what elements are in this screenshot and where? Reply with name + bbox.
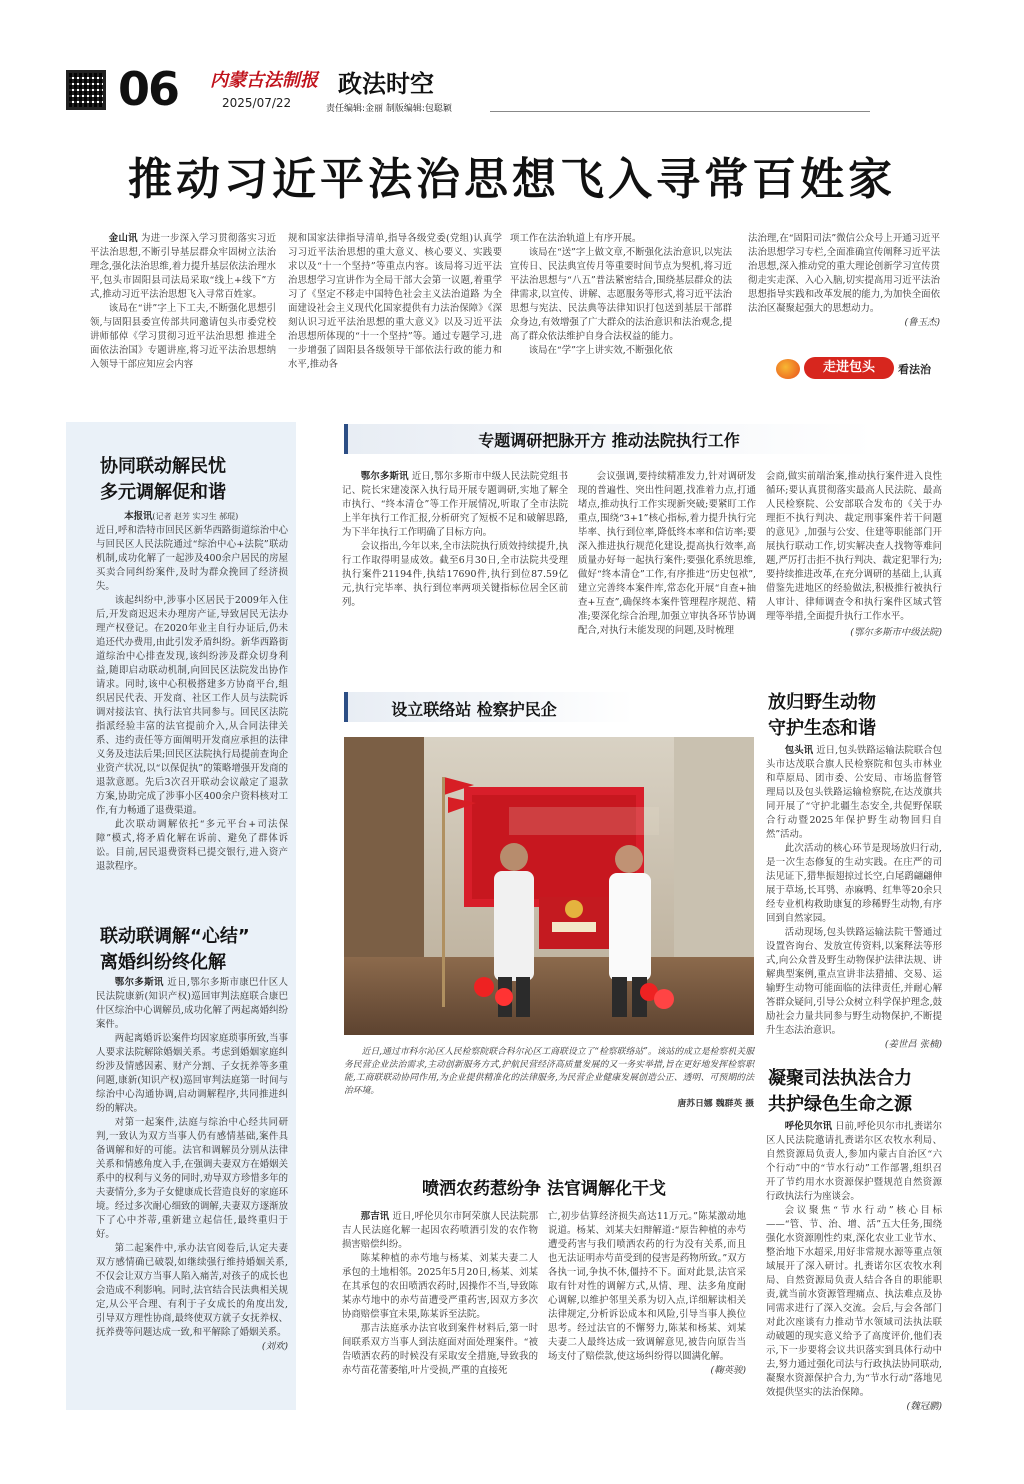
paragraph: 近日,鄂尔多斯市康巴什区人民法院康新(知识产权)巡回审判法庭联合康巴什区综治中心调解员,成功化解了两起离婚纠纷案件。 [96,977,288,1030]
paragraph: 此次活动的核心环节是现场放归行动,是一次生态修复的生动实践。在庄严的司法见证下,猎隼振翅掠过长空,白尾鹞翩翩伸展于草场,长耳鸮、赤麻鸭、红隼等20余只经专业机构救助康复的珍稀野生动物,有序回到自然家园。 [766,843,942,924]
lead-paragraph: 该局在“学”字上讲实效,不断强化依 [528,345,673,356]
article-title: 凝聚司法执法合力 共护绿色生命之源 [768,1068,912,1115]
photo-caption [344,1046,754,1111]
right-article-1-body [766,744,942,1052]
lead-paragraph: 规和国家法律指导清单,指导各级党委(党组)认真学习习近平法治思想的重大意义、核心要义、实践要求以及“十一个坚持”等重点内容。该局将习近平法治思想学习宣讲作为全局干部大会第一议题,着重学习了《坚定不移走中国特色社会主义法治道路 为全面建设社会主义现代化国家提供有力法治保障》《深刻认识习近平法治思想的重大意义》以及习近平法治思想所体现的“十一个坚持”等。通过专题学习,进一步增强了固阳县各级领导干部依法行政的能力和水平,推动各 [288,233,502,370]
qr-code-icon [66,70,106,110]
paragraph: 亡,初步估算经济损失高达11万元。”陈某激动地说道。杨某、刘某夫妇辩解道:“原告种植的赤芍遭受药害与我们喷洒农药的行为没有关系,而且也无法证明赤芍苗受到的侵害是药物所致。”双方各执一词,争执不休,僵持不下。面对此景,法官采取有针对性的调解方式,从情、理、法多角度耐心调解,以维护邻里关系为切入点,详细解读相关法律规定,分析诉讼成本和风险,引导当事人换位思考。经过法官的不懈努力,陈某和杨某、刘某夫妻二人最终达成一致调解意见,被告向原告当场支付了赔偿款,使这场纠纷得以圆满化解。 [548,1211,746,1362]
paragraph: 第二起案件中,承办法官阅卷后,认定夫妻双方感情确已破裂,如继续强行维持婚姻关系,不仅会让双方当事人陷入痛苦,对孩子的成长也会造成不利影响。同时,法官结合民法典相关规定,从公平合理、有利于子女成长的角度出发,引导双方理性协商,最终使双方就子女抚养权、抚养费等问题达成一致,和平解除了婚姻关系。 [96,1243,288,1338]
lead-article-col1 [90,232,276,372]
column-badge [776,355,941,383]
main-headline: 推动习近平法治思想飞入寻常百姓家 [128,154,896,205]
paragraph: 对第一起案件,法庭与综治中心经共同研判,一致认为双方当事人仍有感情基础,案件具备调解和好的可能。法官和调解员分别从法律关系和情感角度入手,在强调夫妻双方在婚姻关系中的权利与义务的同时,劝导双方珍惜多年的夫妻情分,多为子女健康成长营造良好的家庭环境。经过多次耐心细致的调解,夫妻双方逐渐放下了心中芥蒂,重新建立起信任,最终重归于好。 [96,1117,288,1240]
dateline: 那吉讯 [360,1211,390,1222]
paragraph: 近日,鄂尔多斯市中级人民法院党组书记、院长宋建凌深入执行局开展专题调研,实地了解全市执行、“终本清仓”等工作开展情况,听取了全市法院上半年执行工作汇报,分析研究了短板不足和破解思路,为下半年执行工作明确了目标方向。 [342,471,569,538]
dateline: 鄂尔多斯讯 [360,471,409,482]
paragraph: 会商,做实前端治案,推动执行案件进入良性循环;要认真贯彻落实最高人民法院、最高人民检察院、公安部联合发布的《关于办理拒不执行判决、裁定刑事案件若干问题的意见》,加强与公安、住建等职能部门开展执行联动工作,切实解决查人找物等难问题,严厉打击拒不执行判决、裁定犯罪行为;要持续推进改革,在充分调研的基础上,认真借鉴先进地区的经验做法,积极推行被执行人审计、律师调查令和执行案件区域式管理等举措,全面提升执行工作水平。 [766,471,942,622]
banner1-col3 [766,470,942,640]
paragraph: 近日,包头铁路运输法院联合包头市达茂联合旗人民检察院和包头市林业和草原局、团市委、公安局、市场监督管理局以及包头铁路运输检察院,在达茂旗共同开展了“守护北疆生态安全,共促野保联合行动暨2025年保护野生动物回归自然”活动。 [766,745,942,840]
sidebar-article-1-body [96,510,288,874]
article-title: 放归野生动物 守护生态和谐 [768,692,876,739]
lead-article-col2 [288,232,502,372]
lead-article-col3 [510,232,732,358]
paragraph: 此次联动调解依托“多元平台+司法保障”模式,将矛盾化解在诉前、避免了群体诉讼。目前,居民退费资料已提交银行,进入资产退款程序。 [96,819,288,872]
photo-credit: 唐苏日娜 魏群英 摄 [677,1099,754,1109]
byline: (鞠英骏) [710,1365,746,1376]
bottom-col2 [548,1210,746,1378]
banner1-col2 [578,470,756,638]
issue-date: 2025/07/22 [222,96,292,110]
article-title: 联动联调解“心结” 离婚纠纷终化解 [100,926,250,973]
caption-text: 近日,通过市科尔沁区人民检察院联合科尔沁区工商联设立了“检察联络站”。该站的成立是检察机关服务民营企业法治需求,主动创新服务方式,护航民营经济高质量发展的又一务实举措,旨在更好地发挥检察职能,工商联联动协同作用,为企业提供精准化的法律服务,为民营企业健康发展创造公正、透明、可预期的法治环境。 [344,1047,754,1096]
banner-1-title: 专题调研把脉开方 推动法院执行工作 [478,431,740,450]
lead-paragraph: 项工作在法治轨道上有序开展。 [510,233,642,244]
lead-dateline: 金山讯 [108,233,138,244]
section-name: 政法时空 [338,69,434,98]
byline: (刘欢) [261,1341,288,1352]
badge-label: 走进包头 [804,357,894,379]
paragraph: 活动现场,包头铁路运输法院干警通过设置咨询台、发放宣传资料,以案释法等形式,向公众普及野生动物保护法律法规、讲解典型案例,重点宣讲非法猎捕、交易、运输野生动物可能面临的法律责任,并耐心解答群众疑问,引导公众树立科学保护理念,鼓励社会力量共同参与野生动物保护,不断提升生态法治意识。 [766,927,942,1036]
bottom-col1 [342,1210,538,1378]
header-rule [490,111,870,112]
paragraph: 陈某种植的赤芍地与杨某、刘某夫妻二人承包的土地相邻。2025年5月20日,杨某、刘某在其承包的农田喷洒农药时,因操作不当,导致陈某赤芍地中的赤芍苗遭受严重药害,因双方多次协商赔偿事宜未果,陈某诉至法院。 [342,1253,538,1320]
sidebar-article-2-body [96,976,288,1354]
badge-sub: 看法治 [898,363,931,376]
right-article-2-body [766,1120,942,1414]
sun-logo-icon [776,359,800,379]
byline: (姜世昌 张楠) [884,1039,942,1050]
dateline: 鄂尔多斯讯 [114,977,164,988]
dateline: 呼伦贝尔讯 [784,1121,833,1132]
paragraph: 近日,呼伦贝尔市阿荣旗人民法院那吉人民法庭化解一起因农药喷洒引发的农作物损害赔偿纠纷。 [342,1211,538,1250]
editors-line: 责任编辑:金丽 制版编辑:包聪颖 [326,104,452,114]
lead-paragraph: 该局在“讲”字上下工夫,不断强化思想引领,与固阳县委宣传部共同邀请包头市委党校讲师郁倬《学习贯彻习近平法治思想 推进全面依法治国》专题讲座,将习近平法治思想纳入领导干部应知应会内容 [90,303,276,370]
byline: (鲁玉杰) [904,317,940,328]
paragraph: 会议指出,今年以来,全市法院执行质效持续提升,执行工作取得明显成效。截至6月30日,全市法院共受理执行案件21194件,执结17690件,执行到位87.59亿元,执行完毕率、执行到位率两项关键指标位居全区前列。 [342,541,568,608]
news-photo [344,737,754,1035]
reporter: (记者 赵芳 实习生 郝琨) [152,512,239,521]
bottom-article-title: 喷洒农药惹纷争 法官调解化干戈 [422,1179,666,1199]
lead-paragraph: 为进一步深入学习贯彻落实习近平法治思想,不断引导基层群众牢固树立法治理念,强化法治思维,着力提升基层依法治理水平,包头市固阳县司法局采取“线上+线下”方式,推动习近平法治思想飞入寻常百姓家。 [90,233,276,300]
paragraph: 会议强调,要持续精准发力,针对调研发现的普遍性、突出性问题,找准着力点,打通堵点,推动执行工作实现新突破;要紧盯工作重点,围绕“3+1”核心指标,着力提升执行完毕率、执行到位率,降低终本率和信访率;要深入推进执行规范化建设,提高执行效率,高质量办好每一起执行案件;要强化系统思维,做好“终本清仓”工作,有序推进“历史包袱”,建立完善终本案件库,常态化开展“自查+抽查+互查”,确保终本案件管理程序规范、精准;要深化综合治理,加强立审执各环节协调配合,对执行未能发现的问题,及时梳理 [578,471,756,636]
paragraph: 日前,呼伦贝尔市扎赉诺尔区人民法院邀请扎赉诺尔区农牧水利局、自然资源局负责人,参加内蒙古自治区“六个行动”中的“节水行动”工作部署,组织召开了节约用水水资源保护暨规范自然资源行政执法行为座谈会。 [766,1121,942,1202]
dateline: 本报讯 [124,511,153,522]
article-title: 协同联动解民忧 多元调解促和谐 [100,456,226,503]
lead-paragraph: 法治理,在“固阳司法”微信公众号上开通习近平法治思想学习专栏,全面准确宣传阐释习近平法治思想,深入推动党的重大理论创新学习宣传贯彻走实走深、入心入脑,切实提高用习近平法治思想指导实践和改革发展的能力,为加快全面依法治区凝聚起强大的思想动力。 [748,233,940,314]
lead-paragraph: 该局在“送”字上做文章,不断强化法治意识,以宪法宣传日、民法典宣传月等重要时间节点为契机,将习近平法治思想与“八五”普法紧密结合,围绕基层群众的法律需求,以宣传、讲解、志愿服务等形式,将习近平法治思想与宪法、民法典等法律知识打包送到基层干部群众身边,有效增强了广大群众的法治意识和法治观念,提高了群众依法维护自身合法权益的能力。 [510,247,732,342]
paragraph: 该起纠纷中,涉事小区居民于2009年入住后,开发商迟迟未办理房产证,导致居民无法办理产权登记。在2020年业主自行办证后,仍未追还代办费用,由此引发矛盾纠纷。新华西路街道综治中心排查发现,该纠纷涉及群众切身利益,随即启动联动机制,向回民区法院发出协作请求。同时,该中心积极搭建多方协商平台,组织居民代表、开发商、社区工作人员与法院诉调对接法官、执行法官共同参与。回民区法院指派经验丰富的法官提前介入,从合同法律关系、违约责任等方面阐明开发商应承担的法律义务及违法后果;回民区法院执行局提前查询企业资产状况,以“以保促执”的策略增强开发商的退款意愿。先后3次召开联动会议敲定了退款方案,协助完成了涉事小区400余户资料核对工作,有力畅通了退费渠道。 [96,595,288,816]
paragraph: 两起离婚诉讼案件均因家庭琐事所致,当事人要求法院解除婚姻关系。考虑到婚姻家庭纠纷涉及情感因素、财产分割、子女抚养等多重问题,康新(知识产权)巡回审判法庭第一时间与综治中心沟通协调,启动调解程序,共同推进纠纷的解决。 [96,1033,288,1114]
banner1-col1 [342,470,568,610]
banner-2-title: 设立联络站 检察护民企 [391,700,557,719]
paragraph: 那吉法庭承办法官收到案件材料后,第一时间联系双方当事人到法庭面对面处理案件。“被告喷洒农药的时候没有采取安全措施,导致我的赤芍苗花蕾萎缩,叶片受损,严重的直接死 [342,1323,538,1376]
lead-article-col4 [748,232,940,330]
paragraph: 会议聚焦“节水行动”核心目标——“管、节、治、增、活”五大任务,围绕强化水资源刚性约束,深化农业工业节水、整治地下水超采,用好非常规水源等重点领域展开了深入研讨。扎赉诺尔区农牧水利局、自然资源局负责人结合各自的职能职责,就当前水资源管理痛点、执法难点及协同需求进行了深入交流。会后,与会各部门对此次座谈有力推动节水领域司法执法联动破题的现实意义给予了高度评价,他们表示,下一步要将会议共识落实到具体行动中去,努力通过强化司法与行政执法协同联动,凝聚水资源保护合力,为“节水行动”落地见效提供坚实的法治保障。 [766,1205,942,1398]
paragraph: 近日,呼和浩特市回民区新华西路街道综治中心与回民区人民法院通过“综治中心+法院”联动机制,成功化解了一起涉及400余户居民的房屋买卖合同纠纷案件,及时为群众挽回了经济损失。 [96,525,288,592]
byline: (鄂尔多斯市中级法院) [850,627,942,638]
dateline: 包头讯 [784,745,814,756]
photo-alt [344,737,345,738]
page-number: 06 [118,62,179,116]
byline: (魏冠鹏) [906,1401,942,1412]
paper-logo: 内蒙古法制报 [210,70,318,91]
